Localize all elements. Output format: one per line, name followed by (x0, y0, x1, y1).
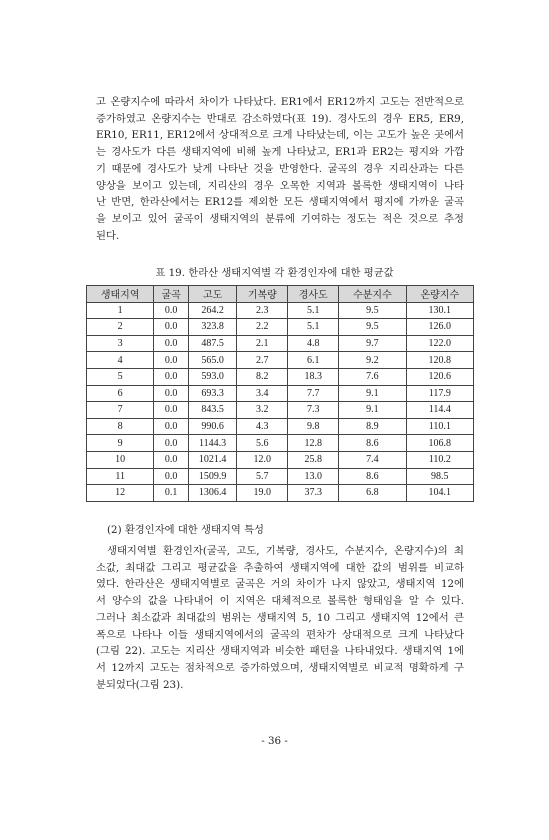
table-row (87, 418, 474, 435)
table-cell: 126.0 (406, 319, 473, 336)
table-cell: 0.0 (154, 385, 189, 402)
table-cell: 593.0 (188, 368, 236, 385)
column-header: 기복량 (237, 286, 288, 303)
text-line: 였다. 한라산은 생태지역별로 굴곡은 거의 차이가 나지 않았고, 생태지역 12에 (96, 578, 464, 591)
table-cell: 122.0 (406, 335, 473, 352)
table-row (87, 468, 474, 485)
table-cell: 120.6 (406, 368, 473, 385)
table-cell: 0.0 (154, 352, 189, 369)
section-subheading: (2) 환경인자에 대한 생태지역 특성 (107, 524, 264, 536)
table-row (87, 335, 474, 352)
table-cell: 18.3 (288, 368, 339, 385)
table-cell: 9.1 (339, 402, 406, 419)
table-cell: 323.8 (188, 319, 236, 336)
text-line: 고 온량지수에 따라서 차이가 나타났다. ER1에서 ER12까지 고도는 전반적으로 (96, 96, 464, 108)
table-cell: 0.0 (154, 302, 189, 319)
text-line: 서 양수의 값을 나타내어 이 지역은 대체적으로 볼록한 형태임을 알 수 있다. (96, 595, 464, 608)
table-cell: 3 (87, 335, 154, 352)
body-paragraph-2 (96, 543, 464, 693)
table-cell: 130.1 (406, 302, 473, 319)
table-row (87, 352, 474, 369)
text-line: 난 반면, 한라산에서는 ER12를 제외한 모든 생태지역에서 평지에 가까운 굴곡 (96, 196, 464, 209)
table-cell: 2.2 (237, 319, 288, 336)
table-cell: 8.6 (339, 468, 406, 485)
table-cell: 990.6 (188, 418, 236, 435)
table-cell: 9.1 (339, 385, 406, 402)
column-header: 경사도 (288, 286, 339, 303)
table-caption: 표 19. 한라산 생태지역별 각 환경인자에 대한 평균값 (155, 267, 394, 279)
table-cell: 0.1 (154, 485, 189, 502)
table-cell: 5.7 (237, 468, 288, 485)
table-cell: 5 (87, 368, 154, 385)
table-cell: 114.4 (406, 402, 473, 419)
table-cell: 3.4 (237, 385, 288, 402)
table-cell: 12.8 (288, 435, 339, 452)
table-cell: 110.2 (406, 451, 473, 468)
table-cell: 2.7 (237, 352, 288, 369)
text-line: 그러나 최소값과 최대값의 범위는 생태지역 5, 10 그리고 생태지역 12에서 큰 (96, 611, 464, 624)
table-cell: 1306.4 (188, 485, 236, 502)
text-line: 된다. (96, 229, 120, 242)
table-cell: 8.2 (237, 368, 288, 385)
column-header: 굴곡 (154, 286, 189, 303)
text-line: 을 보이고 있어 굴곡이 생태지역의 분류에 기여하는 정도는 적은 것으로 추정 (96, 212, 464, 225)
table-cell: 9.7 (339, 335, 406, 352)
table-cell: 4.8 (288, 335, 339, 352)
table-row (87, 485, 474, 502)
table-cell: 0.0 (154, 451, 189, 468)
table-cell: 565.0 (188, 352, 236, 369)
table-row (87, 435, 474, 452)
table-row (87, 302, 474, 319)
text-line: 생태지역별 환경인자(굴곡, 고도, 기복량, 경사도, 수분지수, 온량지수)의 최 (107, 545, 464, 557)
table-row (87, 319, 474, 336)
table-cell: 0.0 (154, 335, 189, 352)
table-row (87, 402, 474, 419)
table-cell: 106.8 (406, 435, 473, 452)
table-cell: 1 (87, 302, 154, 319)
table-cell: 9.2 (339, 352, 406, 369)
table-cell: 7 (87, 402, 154, 419)
table-cell: 487.5 (188, 335, 236, 352)
table-cell: 0.0 (154, 435, 189, 452)
table-cell: 4.3 (237, 418, 288, 435)
body-paragraph-1 (96, 94, 464, 244)
table-cell: 9 (87, 435, 154, 452)
table-cell: 7.7 (288, 385, 339, 402)
table-cell: 6.1 (288, 352, 339, 369)
table-cell: 843.5 (188, 402, 236, 419)
text-line: (그림 22). 고도는 지리산 생태지역과 비슷한 패턴을 나타내었다. 생태지역 1에 (96, 645, 464, 658)
table-cell: 2.3 (237, 302, 288, 319)
table-cell: 10 (87, 451, 154, 468)
table-cell: 117.9 (406, 385, 473, 402)
table-cell: 5.6 (237, 435, 288, 452)
table-cell: 0.0 (154, 402, 189, 419)
table-cell: 1509.9 (188, 468, 236, 485)
table-cell: 0.0 (154, 368, 189, 385)
text-line: ER10, ER11, ER12에서 상대적으로 크게 나타났는데, 이는 고도가 높은 곳에서 (96, 129, 464, 142)
table-cell: 5.1 (288, 319, 339, 336)
table-body (87, 302, 474, 501)
table-cell: 12.0 (237, 451, 288, 468)
table-row (87, 368, 474, 385)
table-cell: 693.3 (188, 385, 236, 402)
table-cell: 5.1 (288, 302, 339, 319)
column-header: 수분지수 (339, 286, 406, 303)
environmental-factors-table (86, 285, 474, 502)
text-line: 기 때문에 경사도가 낮게 나타난 것을 반영한다. 굴곡의 경우 지리산과는 다른 (96, 162, 464, 175)
table-cell: 25.8 (288, 451, 339, 468)
table-cell: 1144.3 (188, 435, 236, 452)
table-cell: 104.1 (406, 485, 473, 502)
column-header: 고도 (188, 286, 236, 303)
table-cell: 8.6 (339, 435, 406, 452)
table-cell: 6 (87, 385, 154, 402)
table-cell: 8 (87, 418, 154, 435)
text-line: 폭으로 나타나 이들 생태지역에서의 굴곡의 편차가 상대적으로 크게 나타났다 (96, 628, 464, 641)
table-cell: 7.4 (339, 451, 406, 468)
text-line: 는 경사도가 다른 생태지역에 비해 높게 나타났고, ER1과 ER2는 평지와 가깝 (96, 146, 464, 159)
table-cell: 9.5 (339, 302, 406, 319)
table-cell: 0.0 (154, 319, 189, 336)
table-cell: 13.0 (288, 468, 339, 485)
table-cell: 12 (87, 485, 154, 502)
column-header: 생태지역 (87, 286, 154, 303)
table-cell: 0.0 (154, 418, 189, 435)
table-cell: 9.5 (339, 319, 406, 336)
table-cell: 19.0 (237, 485, 288, 502)
table-cell: 7.6 (339, 368, 406, 385)
table-cell: 6.8 (339, 485, 406, 502)
table-cell: 8.9 (339, 418, 406, 435)
table-row (87, 451, 474, 468)
column-header: 온량지수 (406, 286, 473, 303)
text-line: 서 12까지 고도는 점차적으로 증가하였으며, 생태지역별로 비교적 명확하게 구 (96, 661, 464, 674)
table-cell: 9.8 (288, 418, 339, 435)
text-line: 소값, 최대값 그리고 평균값을 추출하여 생태지역에 대한 값의 범위를 비교하 (96, 561, 464, 574)
table-cell: 98.5 (406, 468, 473, 485)
text-line: 분되었다(그림 23). (96, 678, 184, 691)
table-row (87, 385, 474, 402)
page-number: - 36 - (261, 735, 288, 747)
table-cell: 1021.4 (188, 451, 236, 468)
table-cell: 11 (87, 468, 154, 485)
table-cell: 3.2 (237, 402, 288, 419)
table-cell: 0.0 (154, 468, 189, 485)
table-cell: 37.3 (288, 485, 339, 502)
table-cell: 4 (87, 352, 154, 369)
table-cell: 110.1 (406, 418, 473, 435)
text-line: 양상을 보이고 있는데, 지리산의 경우 오목한 지역과 볼록한 생태지역이 나타 (96, 179, 464, 192)
table-cell: 2.1 (237, 335, 288, 352)
table-cell: 2 (87, 319, 154, 336)
table-cell: 120.8 (406, 352, 473, 369)
table-cell: 7.3 (288, 402, 339, 419)
text-line: 증가하였고 온량지수는 반대로 감소하였다(표 19). 경사도의 경우 ER5, ER9, (96, 112, 464, 125)
table-header-row (87, 286, 474, 303)
table-cell: 264.2 (188, 302, 236, 319)
